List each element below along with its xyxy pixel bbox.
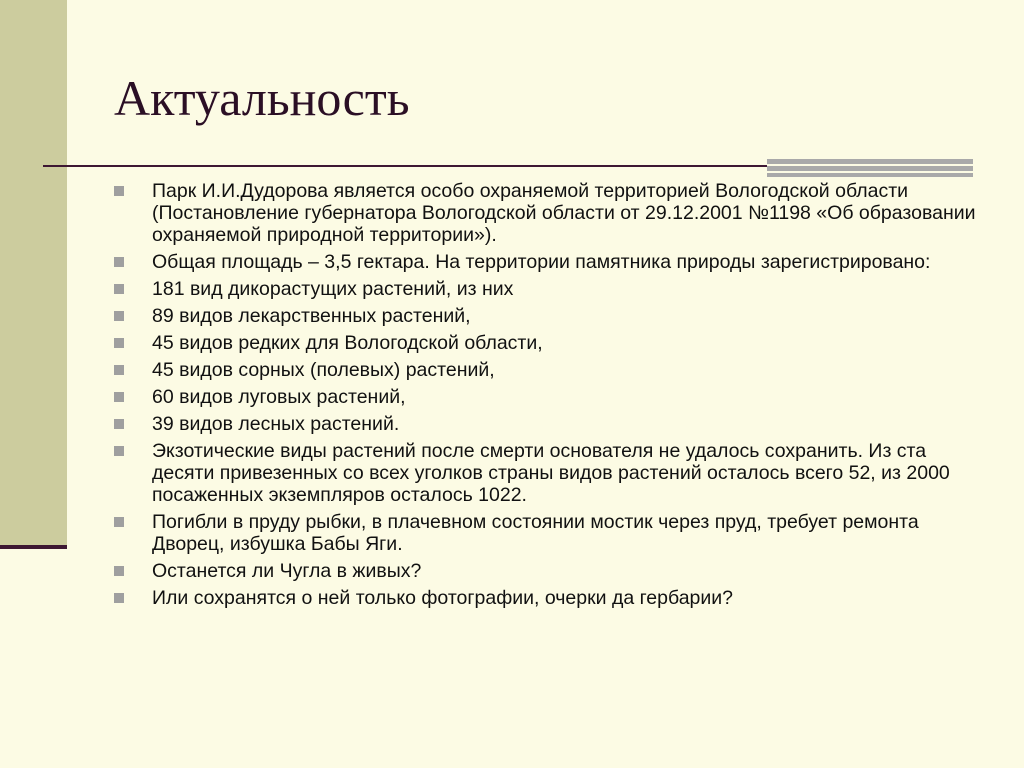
square-bullet-icon xyxy=(114,419,124,429)
bullet-text: 89 видов лекарственных растений, xyxy=(152,305,471,327)
side-decor-line xyxy=(0,545,67,549)
bullet-text: 45 видов редких для Вологодской области, xyxy=(152,332,543,354)
bullet-text: Парк И.И.Дудорова является особо охраняемой территорией Вологодской области (Постановление губернатора Вологодской области от 29.12.2001 №1198 «Об образовании охраняемой природной территории»). xyxy=(152,180,976,246)
bullet-text: 181 вид дикорастущих растений, из них xyxy=(152,278,514,300)
bullet-item xyxy=(114,560,984,582)
square-bullet-icon xyxy=(114,365,124,375)
bullet-text: 39 видов лесных растений. xyxy=(152,413,400,435)
bullet-item xyxy=(114,511,984,555)
title-divider-accent xyxy=(767,159,973,177)
square-bullet-icon xyxy=(114,257,124,267)
bullet-item xyxy=(114,305,984,327)
bullet-item xyxy=(114,180,984,246)
bullet-text: Или сохранятся о ней только фотографии, очерки да гербарии? xyxy=(152,587,734,609)
bullet-text: 45 видов сорных (полевых) растений, xyxy=(152,359,495,381)
bullet-item xyxy=(114,278,984,300)
bullet-text: 60 видов луговых растений, xyxy=(152,386,406,408)
square-bullet-icon xyxy=(114,392,124,402)
bullet-text: Погибли в пруду рыбки, в плачевном состоянии мостик через пруд, требует ремонта Дворец, избушка Бабы Яги. xyxy=(152,511,919,555)
bullet-item xyxy=(114,587,984,609)
bullet-item xyxy=(114,332,984,354)
title-divider-line xyxy=(43,165,767,167)
bullet-text: Останется ли Чугла в живых? xyxy=(152,560,422,582)
bullet-text: Экзотические виды растений после смерти основателя не удалось сохранить. Из ста десяти привезенных со всех уголков страны видов растений осталось всего 52, из 2000 посаженных экземпляров осталось 1022. xyxy=(152,440,950,506)
square-bullet-icon xyxy=(114,338,124,348)
square-bullet-icon xyxy=(114,566,124,576)
bullet-list xyxy=(114,180,984,614)
side-decor-stripe xyxy=(0,0,67,545)
bullet-item xyxy=(114,440,984,506)
bullet-item xyxy=(114,359,984,381)
bullet-text: Общая площадь – 3,5 гектара. На территории памятника природы зарегистрировано: xyxy=(152,251,931,273)
bullet-item xyxy=(114,413,984,435)
square-bullet-icon xyxy=(114,284,124,294)
square-bullet-icon xyxy=(114,593,124,603)
square-bullet-icon xyxy=(114,311,124,321)
bullet-item xyxy=(114,386,984,408)
slide-title: Актуальность xyxy=(114,70,410,126)
square-bullet-icon xyxy=(114,517,124,527)
square-bullet-icon xyxy=(114,446,124,456)
square-bullet-icon xyxy=(114,186,124,196)
bullet-item xyxy=(114,251,984,273)
